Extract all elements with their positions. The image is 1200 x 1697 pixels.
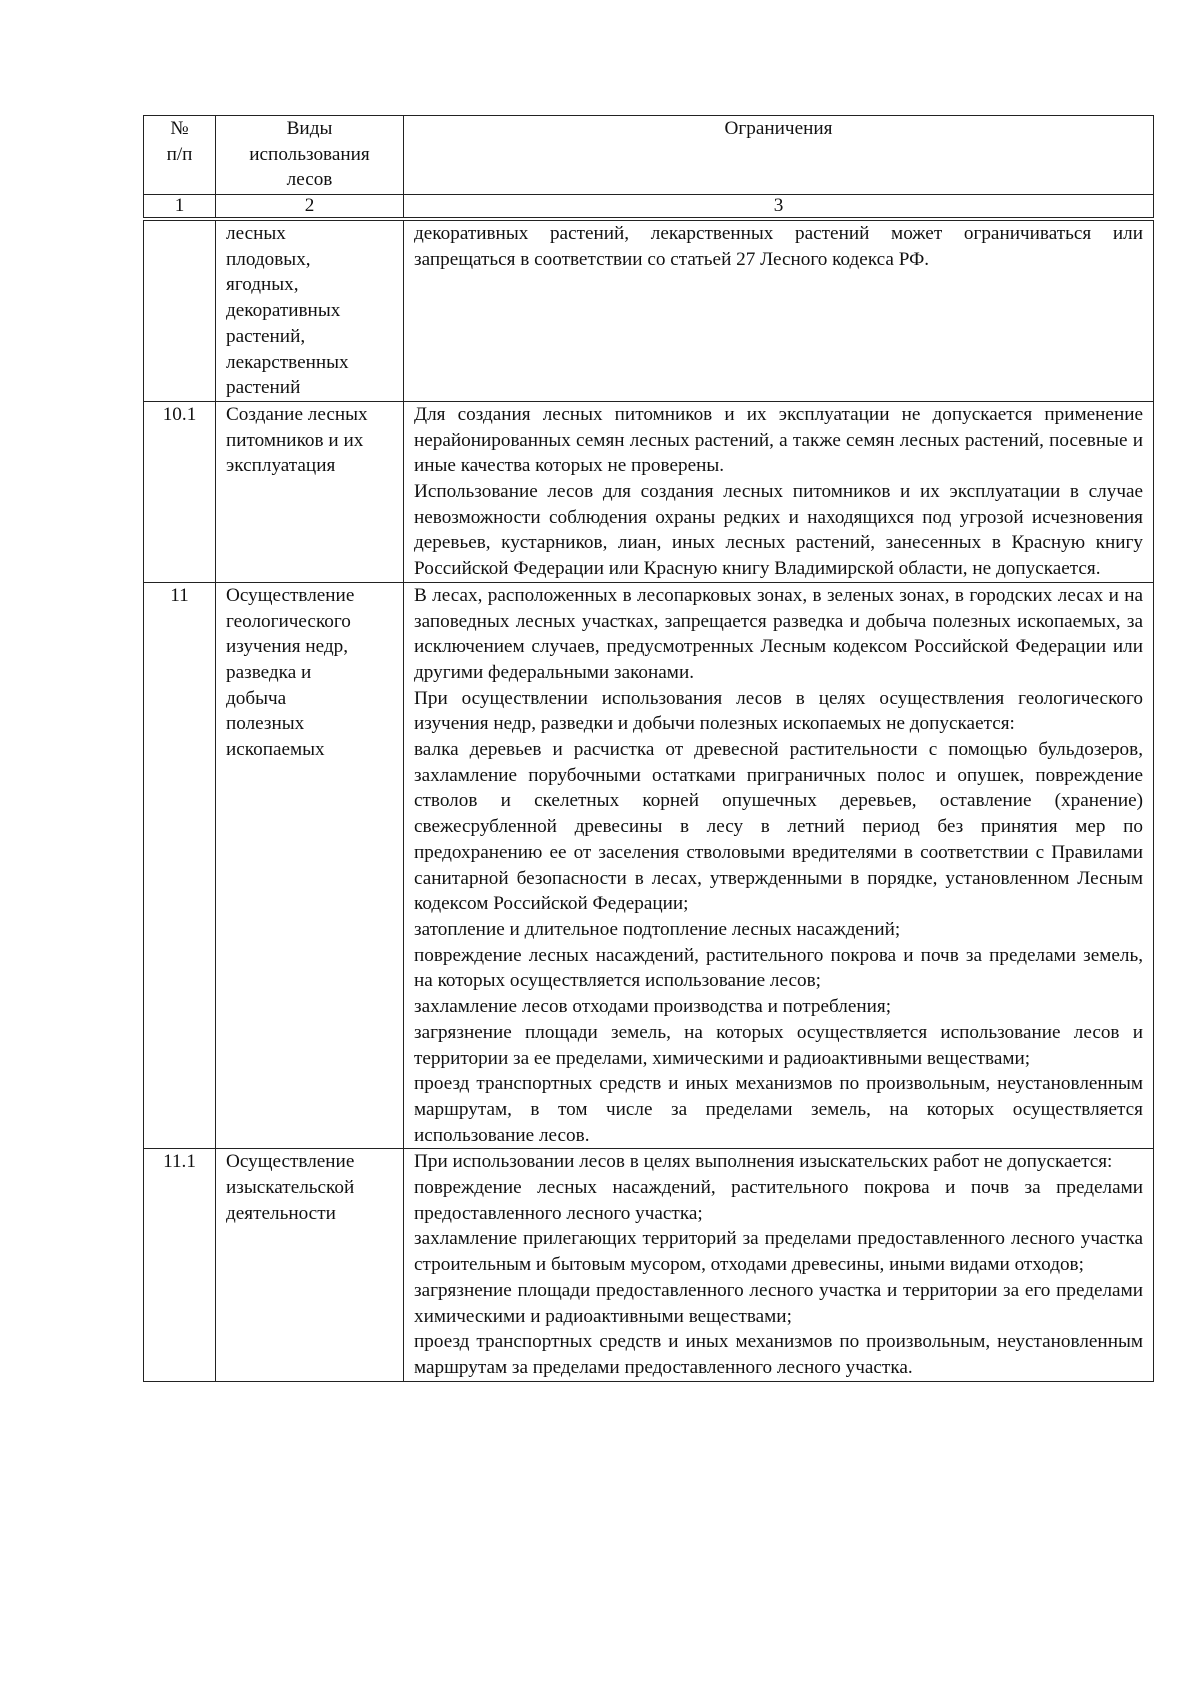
usage-kind-line: изыскательской — [226, 1177, 355, 1199]
row-usage-kind — [216, 401, 404, 582]
usage-kind-line: деятельности — [226, 1202, 336, 1224]
row-number: 11.1 — [144, 1149, 216, 1381]
usage-kind-line: эксплуатация — [226, 455, 336, 477]
restrictions-table — [143, 115, 1154, 1382]
usage-kind-line: растений, — [226, 325, 306, 347]
header-kind-line: лесов — [286, 169, 333, 191]
header-kind-line: Виды — [286, 118, 333, 139]
restriction-paragraph: повреждение лесных насаждений, растительного покрова и почв за пределами земель, на которых осуществляется использование лесов; — [414, 944, 1143, 992]
usage-kind-line: геологического — [226, 610, 351, 632]
row-usage-kind — [216, 582, 404, 1148]
restriction-paragraph: валка деревьев и расчистка от древесной растительности с помощью бульдозеров, захламление порубочными остатками приграничных полос и опушек, повреждение стволов и скелетных корней опушечных деревьев, оставление (хранение) свежесрубленной древесины в лесу в летний период без принятия мер по предохранению ее от заселения стволовыми вредителями в соответствии с Правилами санитарной безопасности в лесах, утвержденными в порядке, установленном Лесным кодексом Российской Федерации; — [414, 739, 1143, 915]
restriction-paragraph: повреждение лесных насаждений, растительного покрова и почв за пределами предоставленного лесного участка; — [414, 1177, 1143, 1224]
header-number-line: № — [170, 118, 189, 139]
usage-kind-line: ископаемых — [226, 739, 325, 761]
usage-kind-line: лесных — [226, 223, 286, 244]
row-restrictions — [404, 401, 1154, 582]
usage-kind-line: Осуществление — [226, 1151, 355, 1173]
usage-kind-line: разведка и — [226, 661, 312, 683]
table-body — [144, 219, 1154, 1381]
row-number: 11 — [144, 582, 216, 1148]
header-kind-line: использования — [249, 143, 370, 165]
restriction-paragraph: При осуществлении использования лесов в целях осуществления геологического изучения недр, разведки и добычи полезных ископаемых не допускается: — [414, 687, 1143, 735]
usage-kind-line: питомников и их — [226, 429, 364, 451]
usage-kind-line: растений — [226, 377, 301, 399]
restriction-paragraph: В лесах, расположенных в лесопарковых зонах, в зеленых зонах, в городских лесах и на заповедных лесных участках, запрещается разведка и добыча полезных ископаемых, за исключением случаев, предусмотренных Лесным кодексом Российской Федерации или другими федеральными законами. — [414, 584, 1143, 683]
restriction-paragraph: проезд транспортных средств и иных механизмов по произвольным, неустановленным маршрутам за пределами предоставленного лесного участка. — [414, 1331, 1143, 1378]
row-restrictions — [404, 1149, 1154, 1381]
usage-kind-line: Создание лесных — [226, 403, 368, 425]
row-number: 10.1 — [144, 401, 216, 582]
table-header-row — [144, 116, 1154, 195]
header-number-line: п/п — [166, 143, 193, 165]
usage-kind-line: плодовых, — [226, 248, 311, 270]
row-usage-kind — [216, 219, 404, 401]
table-row — [144, 401, 1154, 582]
row-number — [144, 219, 216, 401]
usage-kind-line: добыча — [226, 687, 287, 709]
usage-kind-line: лекарственных — [226, 351, 349, 373]
usage-kind-line: полезных — [226, 713, 305, 735]
restriction-paragraph: Для создания лесных питомников и их эксплуатации не допускается применение нерайонированных семян лесных растений, а также семян лесных растений, посевные и иные качества которых не проверены. — [414, 403, 1143, 477]
row-usage-kind — [216, 1149, 404, 1381]
usage-kind-line: ягодных, — [226, 274, 299, 296]
column-number: 3 — [404, 195, 1154, 220]
column-number: 2 — [216, 195, 404, 220]
row-restrictions — [404, 219, 1154, 401]
restriction-paragraph: загрязнение площади предоставленного лесного участка и территории за его пределами химическими и радиоактивными веществами; — [414, 1279, 1143, 1327]
restriction-paragraph: захламление прилегающих территорий за пределами предоставленного лесного участка строительным и бытовым мусором, отходами древесины, иными видами отходов; — [414, 1228, 1143, 1276]
table-row — [144, 582, 1154, 1148]
table-row — [144, 1149, 1154, 1381]
restriction-paragraph: декоративных растений, лекарственных растений может ограничиваться или запрещаться в соответствии со статьей 27 Лесного кодекса РФ. — [414, 223, 1143, 270]
restriction-paragraph: проезд транспортных средств и иных механизмов по произвольным, неустановленным маршрутам, в том числе за пределами земель, на которых осуществляется использование лесов. — [414, 1073, 1143, 1146]
usage-kind-line: изучения недр, — [226, 636, 349, 658]
restriction-paragraph: загрязнение площади земель, на которых осуществляется использование лесов и территории за ее пределами, химическими и радиоактивными веществами; — [414, 1021, 1143, 1069]
table-row — [144, 219, 1154, 401]
restriction-paragraph: затопление и длительное подтопление лесных насаждений; — [414, 918, 901, 940]
header-kind — [216, 116, 404, 195]
header-number — [144, 116, 216, 195]
restriction-paragraph: Использование лесов для создания лесных питомников и их эксплуатации в случае невозможности соблюдения охраны редких и находящихся под угрозой исчезновения деревьев, кустарников, лиан, иных лесных растений, занесенных в Красную книгу Российской Федерации или Красную книгу Владимирской области, не допускается. — [414, 481, 1143, 580]
row-restrictions — [404, 582, 1154, 1148]
usage-kind-line: Осуществление — [226, 584, 355, 606]
header-restrictions: Ограничения — [404, 116, 1154, 195]
restriction-paragraph: При использовании лесов в целях выполнения изыскательских работ не допускается: — [414, 1151, 1113, 1173]
restriction-paragraph: захламление лесов отходами производства и потребления; — [414, 996, 892, 1018]
column-number: 1 — [144, 195, 216, 220]
column-numbers-row — [144, 195, 1154, 220]
usage-kind-line: декоративных — [226, 300, 341, 322]
